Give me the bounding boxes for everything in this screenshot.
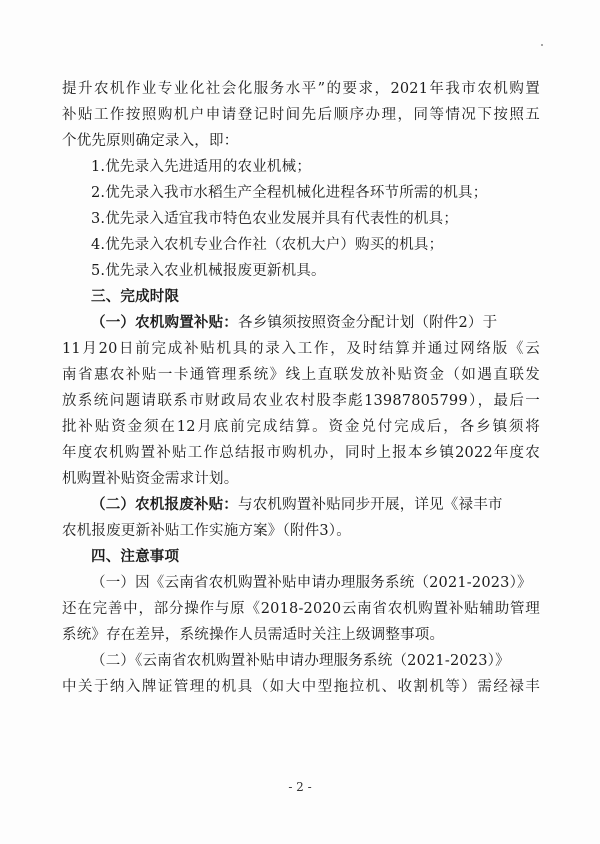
item-text: 与农机购置补贴同步开展，详见《禄丰市 [238, 497, 503, 513]
intro-line: 个优先原则确定录入，即： [62, 133, 239, 149]
priority-item: 2.优先录入我市水稻生产全程机械化进程各环节所需的机具； [91, 185, 488, 201]
section-heading: 四、注意事项 [91, 549, 180, 565]
priority-item: 5.优先录入农业机械报废更新机具。 [91, 263, 326, 279]
item-label: （二）农机报废补贴： [91, 497, 238, 513]
paragraph-line: 年度农机购置补贴工作总结报市购机办，同时上报本乡镇2022年度农 [62, 445, 540, 461]
paragraph-line: 南省惠农补贴一卡通管理系统》线上直联发放补贴资金（如遇直联发 [62, 367, 540, 383]
scan-speck [541, 44, 543, 46]
paragraph-line: 批补贴资金须在12月底前完成结算。资金兑付完成后，各乡镇须将 [62, 419, 540, 435]
item-text: 各乡镇须按照资金分配计划（附件2）于 [238, 315, 498, 331]
paragraph-line: 系统》存在差异，系统操作人员需适时关注上级调整事项。 [62, 627, 445, 643]
paragraph-line: （一）因《云南省农机购置补贴申请办理服务系统（2021-2023）》 [91, 575, 532, 591]
priority-item: 3.优先录入适宜我市特色农业发展并具有代表性的机具； [91, 211, 459, 227]
paragraph-line: 放系统问题请联系市财政局农业农村股李彪13987805799），最后一 [62, 393, 540, 409]
intro-line: 补贴工作按照购机户申请登记时间先后顺序办理，同等情况下按照五 [62, 107, 540, 123]
priority-item: 4.优先录入农机专业合作社（农机大户）购买的机具； [91, 237, 444, 253]
paragraph-line [62, 492, 540, 518]
item-label: （一）农机购置补贴： [91, 315, 238, 331]
paragraph-line: 中关于纳入牌证管理的机具（如大中型拖拉机、收割机等）需经禄丰 [62, 679, 540, 695]
document-body [62, 76, 540, 700]
priority-item: 1.优先录入先进适用的农业机械； [91, 159, 312, 175]
paragraph-line [62, 310, 540, 336]
paragraph-line: 11月20日前完成补贴机具的录入工作，及时结算并通过网络版《云 [62, 341, 540, 357]
section-heading: 三、完成时限 [91, 289, 180, 305]
paragraph-line: 机购置补贴资金需求计划。 [62, 471, 239, 487]
page-number: - 2 - [288, 780, 312, 794]
paragraph-line: （二）《云南省农机购置补贴申请办理服务系统（2021-2023）》 [91, 653, 510, 669]
intro-line: 提升农机作业专业化社会化服务水平”的要求，2021年我市农机购置 [62, 81, 540, 97]
paragraph-line: 农机报废更新补贴工作实施方案》（附件3）。 [62, 523, 351, 539]
paragraph-line: 还在完善中，部分操作与原《2018-2020云南省农机购置补贴辅助管理 [62, 601, 540, 617]
